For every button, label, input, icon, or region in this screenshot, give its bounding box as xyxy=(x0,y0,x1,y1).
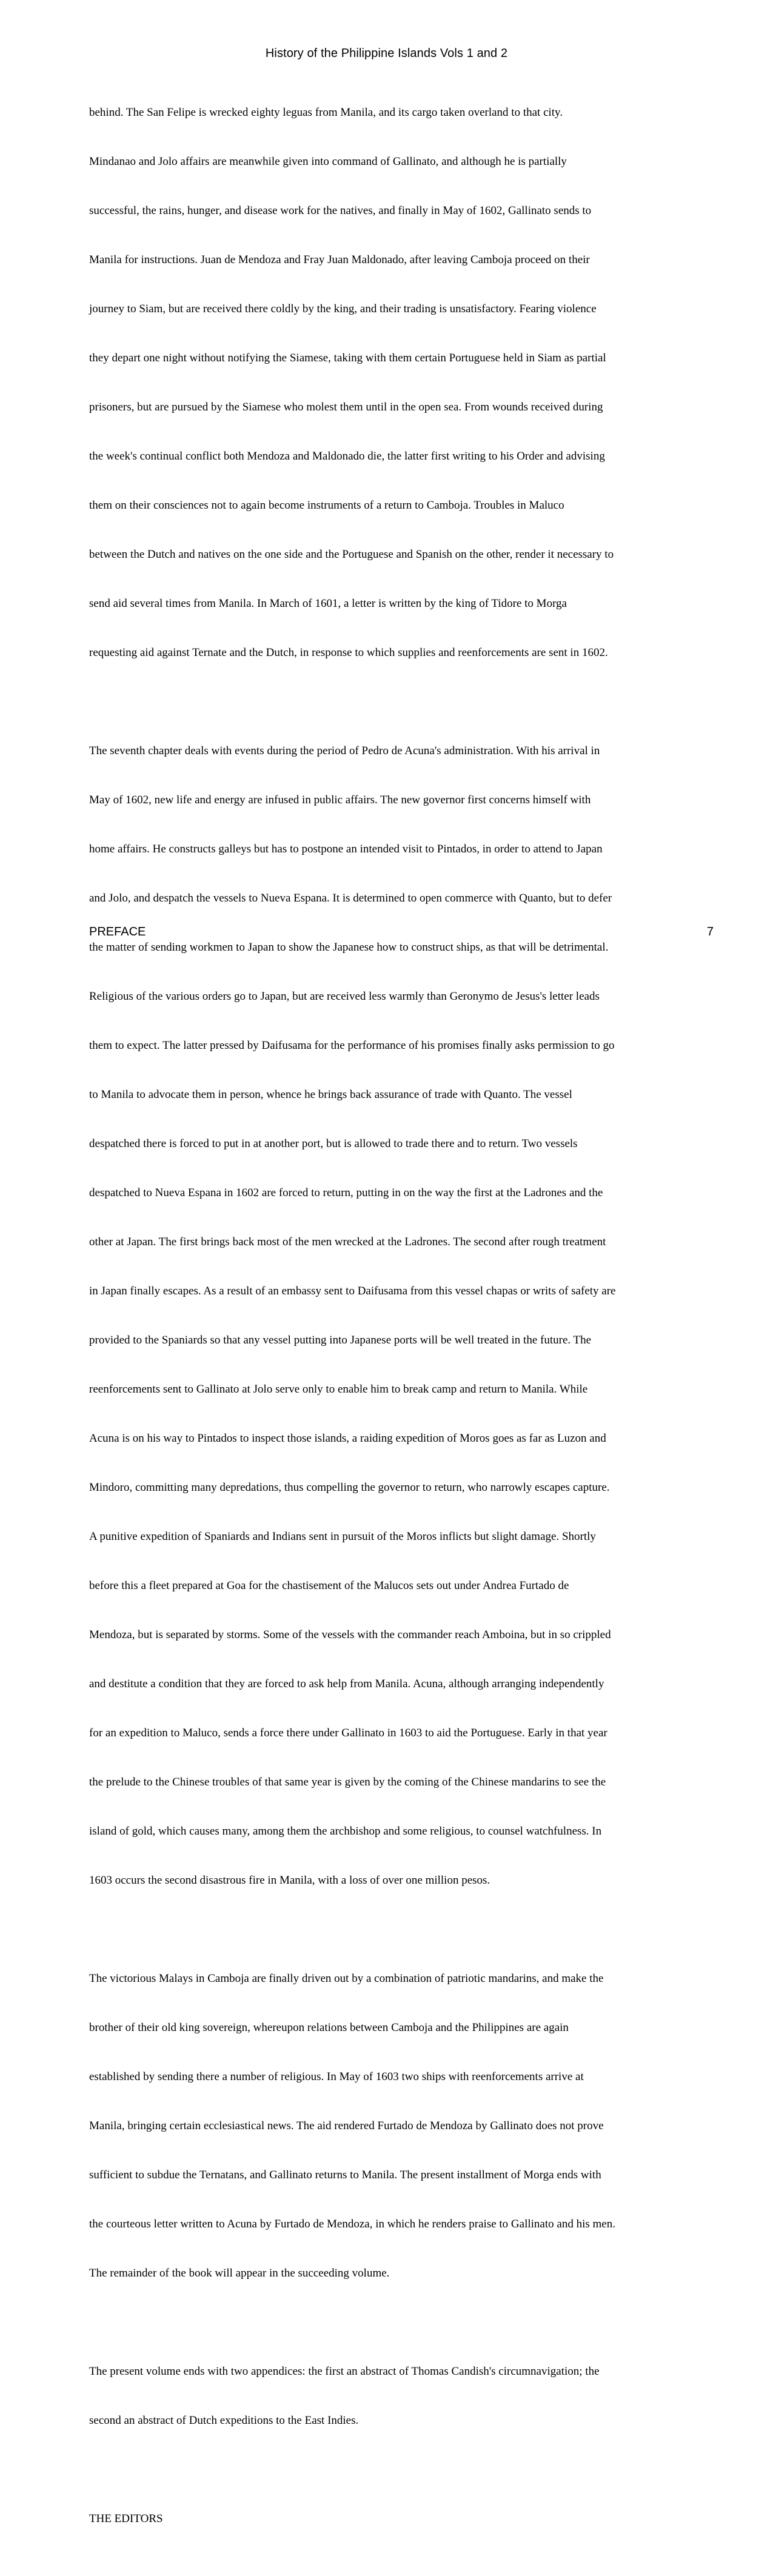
text-line: 1603 occurs the second disastrous fire in Manila, with a loss of over one million pesos. xyxy=(89,1874,490,1887)
text-line: second an abstract of Dutch expeditions to the East Indies. xyxy=(89,2414,359,2427)
text-line: journey to Siam, but are received there coldly by the king, and their trading is unsatisfactory. Fearing violence xyxy=(89,303,597,315)
text-line: to Manila to advocate them in person, whence he brings back assurance of trade with Quanto. The vessel xyxy=(89,1088,572,1101)
text-line: the matter of sending workmen to Japan to show the Japanese how to construct ships, as that will be detrimental. xyxy=(89,941,609,954)
text-line: and destitute a condition that they are forced to ask help from Manila. Acuna, although arranging independently xyxy=(89,1678,604,1690)
body-text xyxy=(89,72,714,2576)
text-line: prisoners, but are pursued by the Siamese who molest them until in the open sea. From wounds received during xyxy=(89,401,603,413)
text-line: in Japan finally escapes. As a result of an embassy sent to Daifusama from this vessel chapas or writs of safety are xyxy=(89,1285,616,1297)
text-line: they depart one night without notifying the Siamese, taking with them certain Portuguese held in Siam as partial xyxy=(89,352,606,364)
text-line: Manila for instructions. Juan de Mendoza and Fray Juan Maldonado, after leaving Camboja proceed on their xyxy=(89,253,590,266)
text-line: established by sending there a number of religious. In May of 1603 two ships with reenforcements arrive at xyxy=(89,2070,584,2083)
text-line: The victorious Malays in Camboja are finally driven out by a combination of patriotic mandarins, and make the xyxy=(89,1972,604,1985)
text-line: send aid several times from Manila. In March of 1601, a letter is written by the king of Tidore to Morga xyxy=(89,597,567,610)
text-line: brother of their old king sovereign, whereupon relations between Camboja and the Philippines are again xyxy=(89,2021,569,2034)
text-line: despatched to Nueva Espana in 1602 are forced to return, putting in on the way the first at the Ladrones and the xyxy=(89,1186,603,1199)
text-line: island of gold, which causes many, among them the archbishop and some religious, to counsel watchfulness. In xyxy=(89,1825,602,1838)
text-line: other at Japan. The first brings back most of the men wrecked at the Ladrones. The second after rough treatment xyxy=(89,1236,606,1248)
text-line: the week's continual conflict both Mendoza and Maldonado die, the latter first writing to his Order and advising xyxy=(89,450,605,463)
text-line: The remainder of the book will appear in the succeeding volume. xyxy=(89,2267,390,2280)
text-line: The present volume ends with two appendices: the first an abstract of Thomas Candish's circumnavigation; the xyxy=(89,2365,600,2378)
text-line: them to expect. The latter pressed by Daifusama for the performance of his promises finally asks permission to go xyxy=(89,1039,615,1052)
text-line: and Jolo, and despatch the vessels to Nueva Espana. It is determined to open commerce with Quanto, but to defer xyxy=(89,892,612,905)
paragraph-3 xyxy=(89,1938,714,2314)
paragraph-4 xyxy=(89,2330,714,2461)
text-line: Religious of the various orders go to Japan, but are received less warmly than Geronymo de Jesus's letter leads xyxy=(89,990,600,1003)
text-line: Mendoza, but is separated by storms. Some of the vessels with the commander reach Amboina, but in so crippled xyxy=(89,1628,611,1641)
text-line: between the Dutch and natives on the one side and the Portuguese and Spanish on the other, render it necessary to xyxy=(89,548,614,561)
text-line: May of 1602, new life and energy are infused in public affairs. The new governor first concerns himself with xyxy=(89,794,591,806)
text-line: requesting aid against Ternate and the Dutch, in response to which supplies and reenforcements are sent in 1602. xyxy=(89,646,608,659)
text-line: for an expedition to Maluco, sends a force there under Gallinato in 1603 to aid the Portuguese. Early in that year xyxy=(89,1727,607,1739)
paragraph-1 xyxy=(89,72,714,694)
paragraph-2 xyxy=(89,710,714,1921)
text-line: provided to the Spaniards so that any vessel putting into Japanese ports will be well treated in the future. The xyxy=(89,1334,592,1347)
text-line: Mindanao and Jolo affairs are meanwhile given into command of Gallinato, and although he is partially xyxy=(89,155,567,168)
footer-section-label: PREFACE xyxy=(89,925,146,938)
text-line: A punitive expedition of Spaniards and Indians sent in pursuit of the Moros inflicts but slight damage. Shortly xyxy=(89,1530,596,1543)
text-line: Acuna is on his way to Pintados to inspect those islands, a raiding expedition of Moros goes as far as Luzon and xyxy=(89,1432,606,1445)
text-line: the prelude to the Chinese troubles of that same year is given by the coming of the Chinese mandarins to see the xyxy=(89,1776,606,1788)
text-line: home affairs. He constructs galleys but has to postpone an intended visit to Pintados, in order to attend to Japan xyxy=(89,843,603,855)
text-line: successful, the rains, hunger, and disease work for the natives, and finally in May of 1602, Gallinato sends to xyxy=(89,204,592,217)
text-line: The seventh chapter deals with events during the period of Pedro de Acuna's administration. With his arrival in xyxy=(89,744,600,757)
running-header-title: History of the Philippine Islands Vols 1 and 2 xyxy=(265,47,508,60)
text-line: reenforcements sent to Gallinato at Jolo serve only to enable him to break camp and return to Manila. While xyxy=(89,1383,588,1396)
text-line: before this a fleet prepared at Goa for the chastisement of the Malucos sets out under Andrea Furtado de xyxy=(89,1579,569,1592)
text-line: sufficient to subdue the Ternatans, and Gallinato returns to Manila. The present installment of Morga ends with xyxy=(89,2169,601,2181)
signature-editors xyxy=(89,2478,714,2560)
text-line: THE EDITORS xyxy=(89,2512,163,2525)
text-line: Mindoro, committing many depredations, thus compelling the governor to return, who narrowly escapes capture. xyxy=(89,1481,610,1494)
page-number: 7 xyxy=(706,925,714,938)
text-line: them on their consciences not to again become instruments of a return to Camboja. Troubles in Maluco xyxy=(89,499,564,512)
text-line: despatched there is forced to put in at another port, but is allowed to trade there and to return. Two vessels xyxy=(89,1137,578,1150)
text-line: behind. The San Felipe is wrecked eighty leguas from Manila, and its cargo taken overland to that city. xyxy=(89,106,563,119)
text-line: Manila, bringing certain ecclesiastical news. The aid rendered Furtado de Mendoza by Gallinato does not prove xyxy=(89,2119,604,2132)
text-line: the courteous letter written to Acuna by Furtado de Mendoza, in which he renders praise to Gallinato and his men. xyxy=(89,2218,615,2230)
